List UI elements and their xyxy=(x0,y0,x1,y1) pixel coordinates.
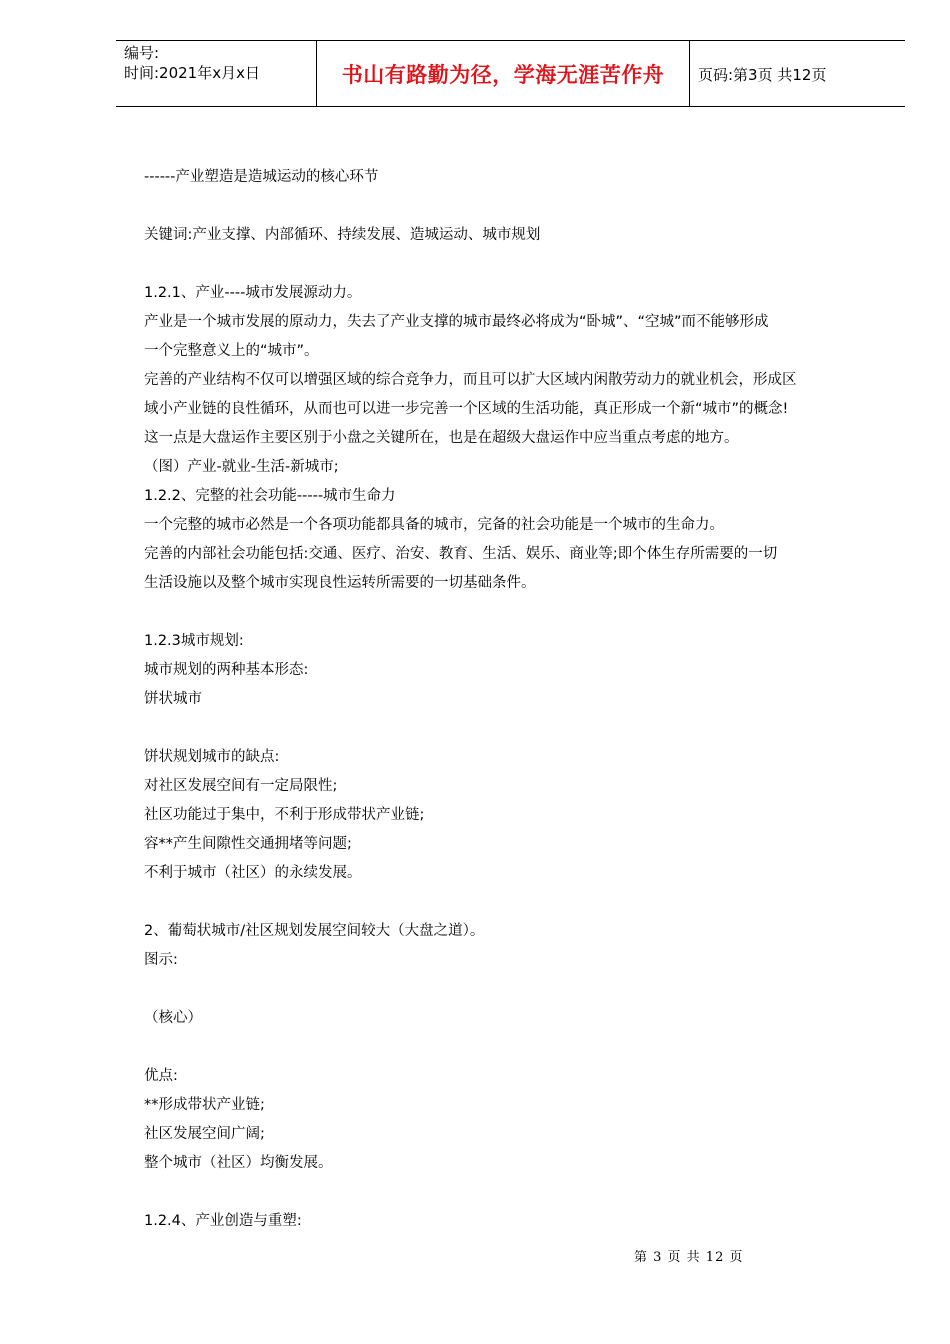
body-paragraph: 这一点是大盘运作主要区别于小盘之关键所在，也是在超级大盘运作中应当重点考虑的地方。 xyxy=(144,430,739,446)
body-paragraph: 关键词:产业支撑、内部循环、持续发展、造城运动、城市规划 xyxy=(144,227,541,243)
blank-line xyxy=(144,714,884,743)
body-paragraph: 整个城市（社区）均衡发展。 xyxy=(144,1155,333,1171)
blank-line xyxy=(144,598,884,627)
body-paragraph: 完善的产业结构不仅可以增强区域的综合竞争力，而且可以扩大区域内闲散劳动力的就业机会，形成区 xyxy=(144,372,797,388)
document-number-label: 编号: xyxy=(124,44,160,62)
body-paragraph: 容**产生间隙性交通拥堵等问题; xyxy=(144,836,352,852)
body-paragraph: 1.2.3城市规划: xyxy=(144,633,244,649)
body-paragraph: 图示: xyxy=(144,952,178,968)
blank-line xyxy=(144,1178,884,1207)
body-paragraph: 域小产业链的良性循环，从而也可以进一步完善一个区域的生活功能，真正形成一个新“城市”的概念! xyxy=(144,401,789,417)
body-paragraph: 一个完整的城市必然是一个各项功能都具备的城市，完备的社会功能是一个城市的生命力。 xyxy=(144,517,724,533)
header-page-label: 页码:第3页 共12页 xyxy=(698,65,827,84)
blank-line xyxy=(144,975,884,1004)
body-paragraph: 一个完整意义上的“城市”。 xyxy=(144,343,319,359)
body-paragraph: 社区功能过于集中，不利于形成带状产业链; xyxy=(144,807,425,823)
page-header xyxy=(116,40,905,107)
body-paragraph: 城市规划的两种基本形态: xyxy=(144,662,309,678)
document-time-label: 时间:2021年x月x日 xyxy=(124,64,260,82)
blank-line xyxy=(144,250,884,279)
blank-line xyxy=(144,888,884,917)
body-paragraph: 完善的内部社会功能包括:交通、医疗、治安、教育、生活、娱乐、商业等;即个体生存所需要的一切 xyxy=(144,546,778,562)
header-motto-cell xyxy=(316,41,690,107)
body-paragraph: 优点: xyxy=(144,1068,178,1084)
body-paragraph: 1.2.1、产业----城市发展源动力。 xyxy=(144,285,362,301)
footer-page-number: 第 3 页 共 12 页 xyxy=(634,1250,744,1265)
body-paragraph: 1.2.2、完整的社会功能-----城市生命力 xyxy=(144,488,396,504)
body-paragraph: 生活设施以及整个城市实现良性运转所需要的一切基础条件。 xyxy=(144,575,536,591)
body-paragraph: 产业是一个城市发展的原动力，失去了产业支撑的城市最终必将成为“卧城”、“空城”而不能够形成 xyxy=(144,314,769,330)
body-paragraph: 1.2.4、产业创造与重塑: xyxy=(144,1213,302,1229)
body-paragraph: （图）产业-就业-生活-新城市; xyxy=(144,459,339,475)
header-motto: 书山有路勤为径，学海无涯苦作舟 xyxy=(341,62,665,87)
page-footer xyxy=(634,1246,743,1265)
header-page-info xyxy=(690,41,905,107)
body-paragraph: （核心） xyxy=(144,1010,202,1026)
header-meta xyxy=(116,41,316,107)
body-paragraph: **形成带状产业链; xyxy=(144,1097,265,1113)
body-paragraph: 对社区发展空间有一定局限性; xyxy=(144,778,338,794)
body-paragraph: 不利于城市（社区）的永续发展。 xyxy=(144,865,362,881)
body-paragraph: 饼状规划城市的缺点: xyxy=(144,749,280,765)
document-body xyxy=(144,163,884,1236)
body-paragraph: 饼状城市 xyxy=(144,691,202,707)
blank-line xyxy=(144,1033,884,1062)
body-paragraph: 社区发展空间广阔; xyxy=(144,1126,265,1142)
body-paragraph: ------产业塑造是造城运动的核心环节 xyxy=(144,169,379,185)
body-paragraph: 2、葡萄状城市/社区规划发展空间较大（大盘之道）。 xyxy=(144,923,485,939)
blank-line xyxy=(144,192,884,221)
